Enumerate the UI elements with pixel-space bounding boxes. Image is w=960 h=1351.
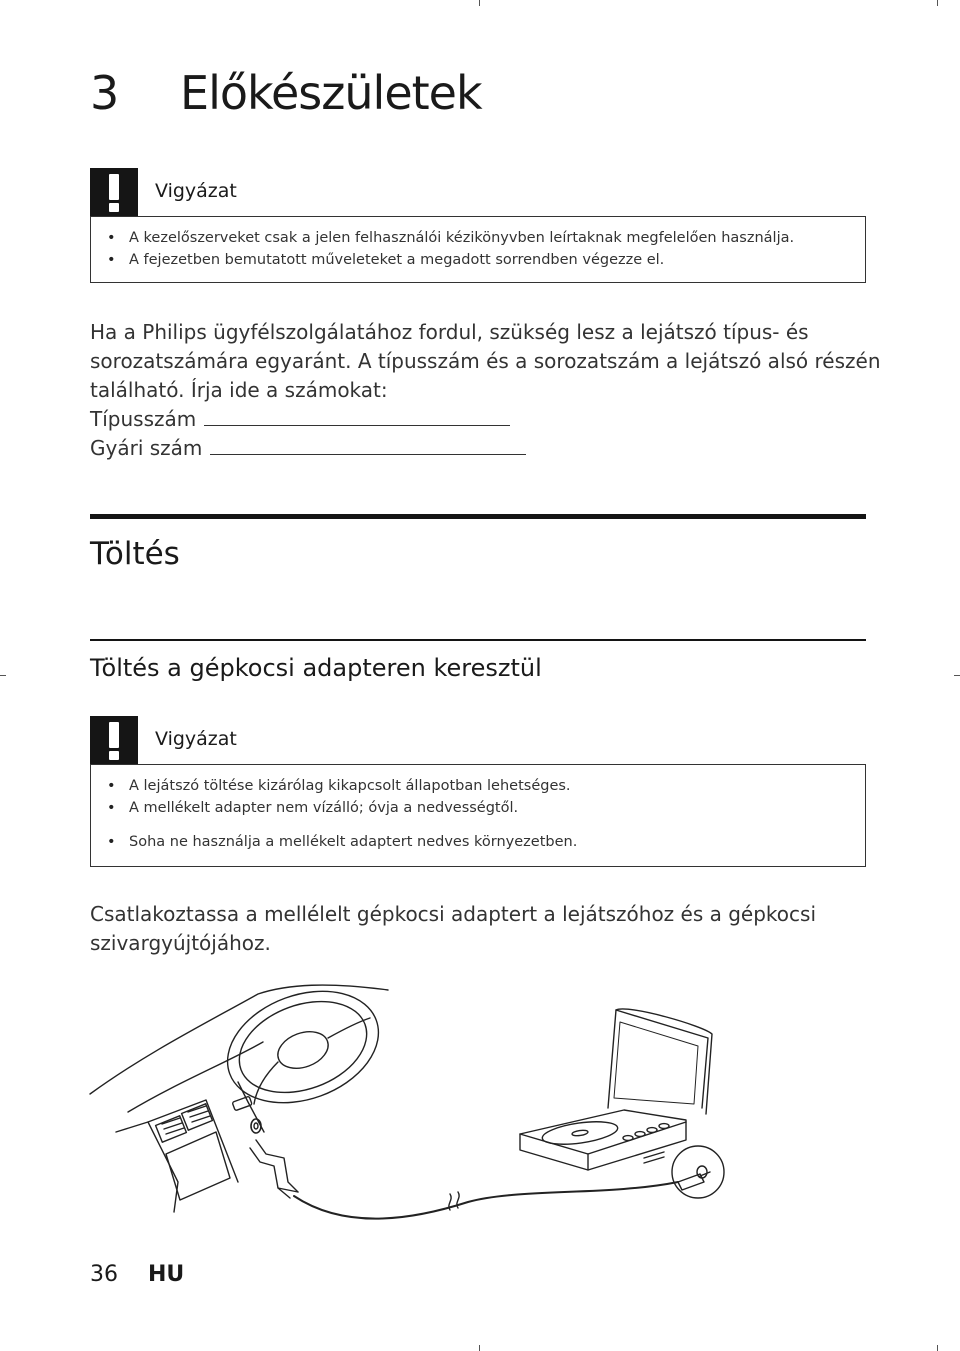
section-rule (90, 514, 866, 519)
instruction-paragraph (90, 900, 866, 958)
intro-line: sorozatszámára egyaránt. A típusszám és a sorozatszám a lejátszó alsó részén (90, 349, 881, 373)
caution-label: Vigyázat (155, 180, 237, 202)
car-adapter-illustration (88, 982, 808, 1222)
instruction-line: szivargyújtójához. (90, 931, 271, 955)
crop-mark (0, 675, 6, 676)
crop-mark (479, 1345, 480, 1351)
page-footer (90, 1262, 184, 1287)
chapter-title-text: Előkészületek (180, 66, 482, 120)
caution-list (90, 764, 866, 867)
crop-mark (954, 675, 960, 676)
serial-number-row (90, 434, 866, 463)
page-number: 36 (90, 1262, 118, 1287)
subsection-title: Töltés a gépkocsi adapteren keresztül (90, 654, 542, 682)
warning-exclamation-icon (90, 716, 138, 764)
crop-mark (479, 0, 480, 6)
caution-box (90, 168, 866, 283)
intro-paragraph (90, 318, 881, 463)
portable-dvd-player-drawing (520, 1009, 724, 1198)
serial-number-blank[interactable] (210, 434, 526, 455)
caution-item: • A mellékelt adapter nem vízálló; óvja a nedvességtől. (105, 797, 851, 819)
model-number-label: Típusszám (90, 407, 197, 431)
section-title: Töltés (90, 536, 180, 572)
caution-list (90, 216, 866, 283)
car-dashboard-drawing (90, 982, 394, 1212)
model-number-row (90, 405, 866, 434)
warning-exclamation-icon (90, 168, 138, 216)
crop-mark (937, 1345, 938, 1351)
serial-number-label: Gyári szám (90, 436, 203, 460)
chapter-number: 3 (90, 66, 119, 120)
caution-item: • A lejátszó töltése kizárólag kikapcsolt állapotban lehetséges. (105, 775, 851, 797)
language-code: HU (148, 1262, 185, 1287)
caution-item: • A fejezetben bemutatott műveleteket a megadott sorrendben végezze el. (105, 249, 851, 271)
caution-header (90, 168, 866, 216)
car-charger-drawing (250, 1119, 678, 1219)
chapter-title (90, 66, 482, 120)
caution-item: • Soha ne használja a mellékelt adaptert nedves környezetben. (105, 831, 851, 853)
caution-box (90, 716, 866, 867)
intro-line: Ha a Philips ügyfélszolgálatához fordul, szükség lesz a lejátszó típus- és (90, 320, 809, 344)
instruction-line: Csatlakoztassa a mellélelt gépkocsi adaptert a lejátszóhoz és a gépkocsi (90, 902, 817, 926)
model-number-blank[interactable] (204, 405, 510, 426)
intro-line: található. Írja ide a számokat: (90, 378, 388, 402)
caution-header (90, 716, 866, 764)
crop-mark (937, 0, 938, 6)
caution-label: Vigyázat (155, 728, 237, 750)
caution-item: • A kezelőszerveket csak a jelen felhasználói kézikönyvben leírtaknak megfelelően használja. (105, 227, 851, 249)
subsection-rule (90, 639, 866, 641)
